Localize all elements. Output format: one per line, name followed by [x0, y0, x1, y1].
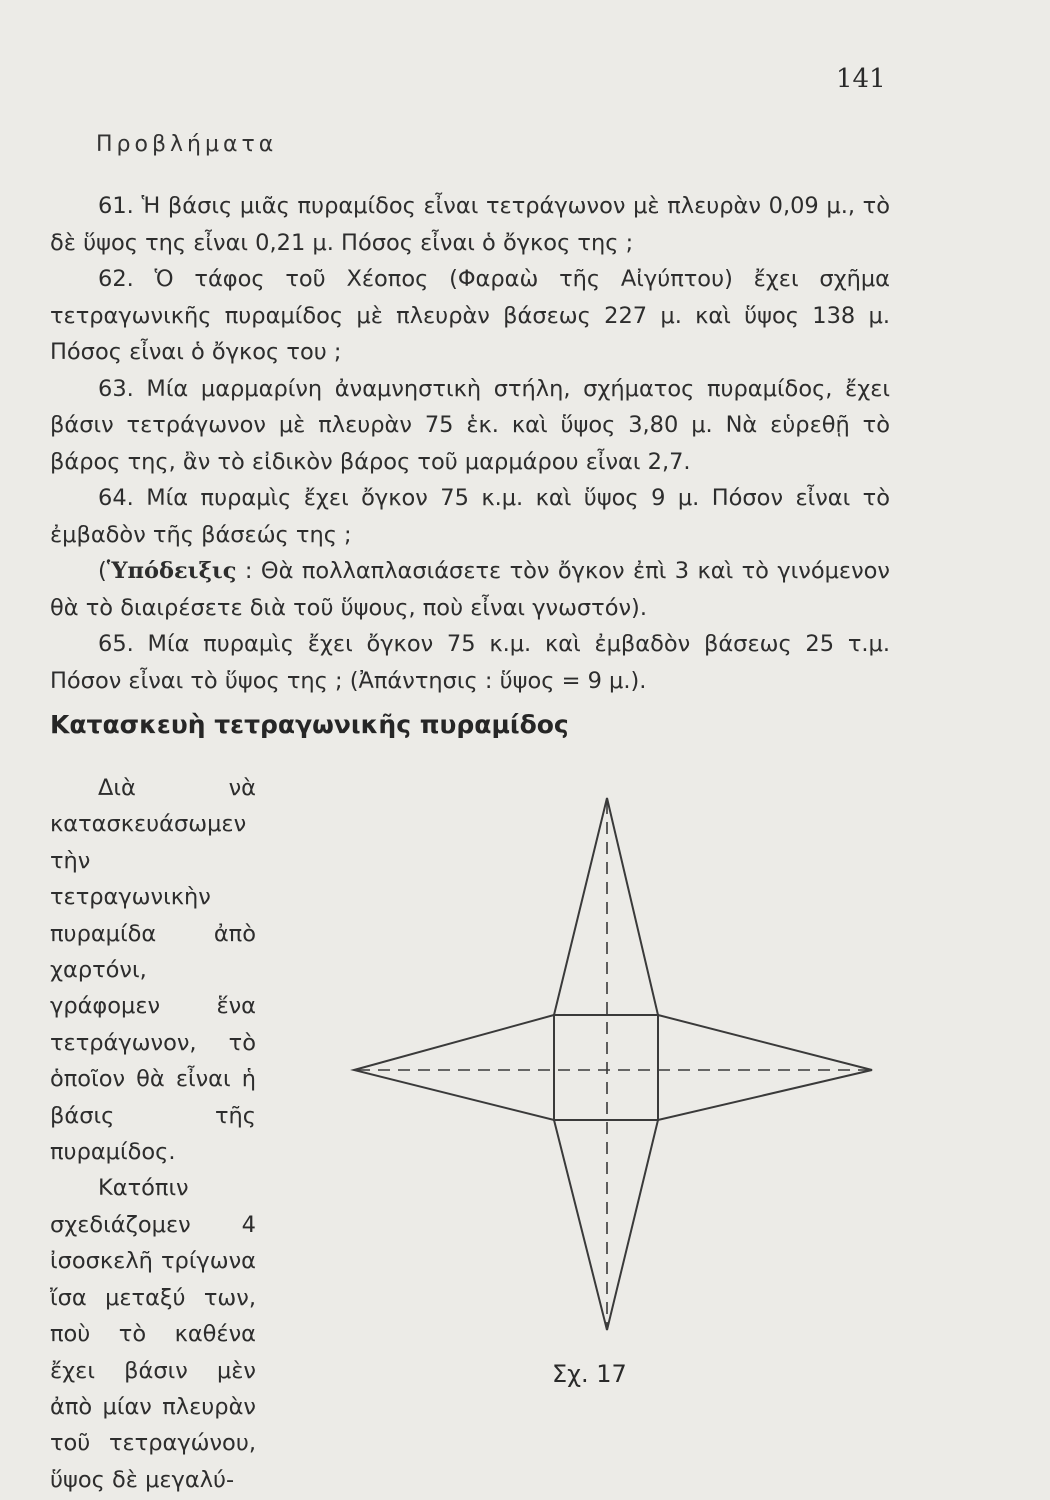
- net-square-base: [554, 1015, 658, 1120]
- pyramid-net-figure: [330, 780, 890, 1340]
- construction-paragraph: Κατόπιν σχεδιάζομεν 4 ἰσοσκελῆ τρίγωνα ἴσα μεταξύ των, ποὺ τὸ καθένα ἔχει βάσιν μὲν ἀπὸ μίαν πλευρὰν τοῦ τετραγώνου, ὕψος δὲ μεγαλύ-: [50, 1175, 256, 1493]
- net-triangle-right: [658, 1015, 872, 1120]
- problem-64: 64. Μία πυραμὶς ἔχει ὄγκον 75 κ.μ. καὶ ὕψος 9 μ. Πόσον εἶναι τὸ ἐμβαδὸν τῆς βάσεώς της ;: [50, 485, 890, 548]
- problem-hint: (Ὑπόδειξις : Θὰ πολλαπλασιάσετε τὸν ὄγκον ἐπὶ 3 καὶ τὸ γινόμενον θὰ τὸ διαιρέσετε διὰ τοῦ ὕψους, ποὺ εἶναι γνωστόν).: [50, 558, 890, 621]
- problem-63: 63. Μία μαρμαρίνη ἀναμνηστικὴ στήλη, σχήματος πυραμίδος, ἔχει βάσιν τετράγωνον μὲ πλευρὰν 75 ἑκ. καὶ ὕψος 3,80 μ. Νὰ εὑρεθῇ τὸ βάρος της, ἂν τὸ εἰδικὸν βάρος τοῦ μαρμάρου εἶναι 2,7.: [50, 375, 890, 475]
- net-triangle-bottom: [554, 1120, 658, 1330]
- figure-caption: Σχ. 17: [552, 1360, 627, 1388]
- net-triangle-left: [354, 1015, 554, 1120]
- hint-label: Ὑπόδειξις: [106, 558, 237, 584]
- net-triangle-top: [554, 798, 658, 1015]
- hint-text: : Θὰ πολλαπλασιάσετε τὸν ὄγκον ἐπὶ 3 καὶ τὸ γινόμενον θὰ τὸ διαιρέσετε διὰ τοῦ ὕψους, ποὺ εἶναι γνωστόν).: [50, 558, 890, 621]
- problems-heading: Προβλήματα: [96, 132, 278, 157]
- section-title: Κατασκευὴ τετραγωνικῆς πυραμίδος: [50, 710, 569, 739]
- construction-paragraph: Διὰ νὰ κατασκευάσωμεν τὴν τετραγωνικὴν πυραμίδα ἀπὸ χαρτόνι, γράφομεν ἕνα τετράγωνον, τὸ ὁποῖον θὰ εἶναι ἡ βάσις τῆς πυραμίδος.: [50, 775, 256, 1166]
- page-number: 141: [836, 64, 886, 94]
- problems-list: [50, 188, 890, 699]
- problem-62: 62. Ὁ τάφος τοῦ Χέοπος (Φαραὼ τῆς Αἰγύπτου) ἔχει σχῆμα τετραγωνικῆς πυραμίδος μὲ πλευρὰν βάσεως 227 μ. καὶ ὕψος 138 μ. Πόσος εἶναι ὁ ὄγκος του ;: [50, 266, 890, 365]
- problem-65: 65. Μία πυραμὶς ἔχει ὄγκον 75 κ.μ. καὶ ἐμβαδὸν βάσεως 25 τ.μ. Πόσον εἶναι τὸ ὕψος της ; (Ἀπάντησις : ὕψος = 9 μ.).: [50, 631, 890, 694]
- construction-text: [50, 770, 256, 1498]
- problem-61: 61. Ἡ βάσις μιᾶς πυραμίδος εἶναι τετράγωνον μὲ πλευρὰν 0,09 μ., τὸ δὲ ὕψος της εἶναι 0,21 μ. Πόσος εἶναι ὁ ὄγκος της ;: [50, 193, 890, 256]
